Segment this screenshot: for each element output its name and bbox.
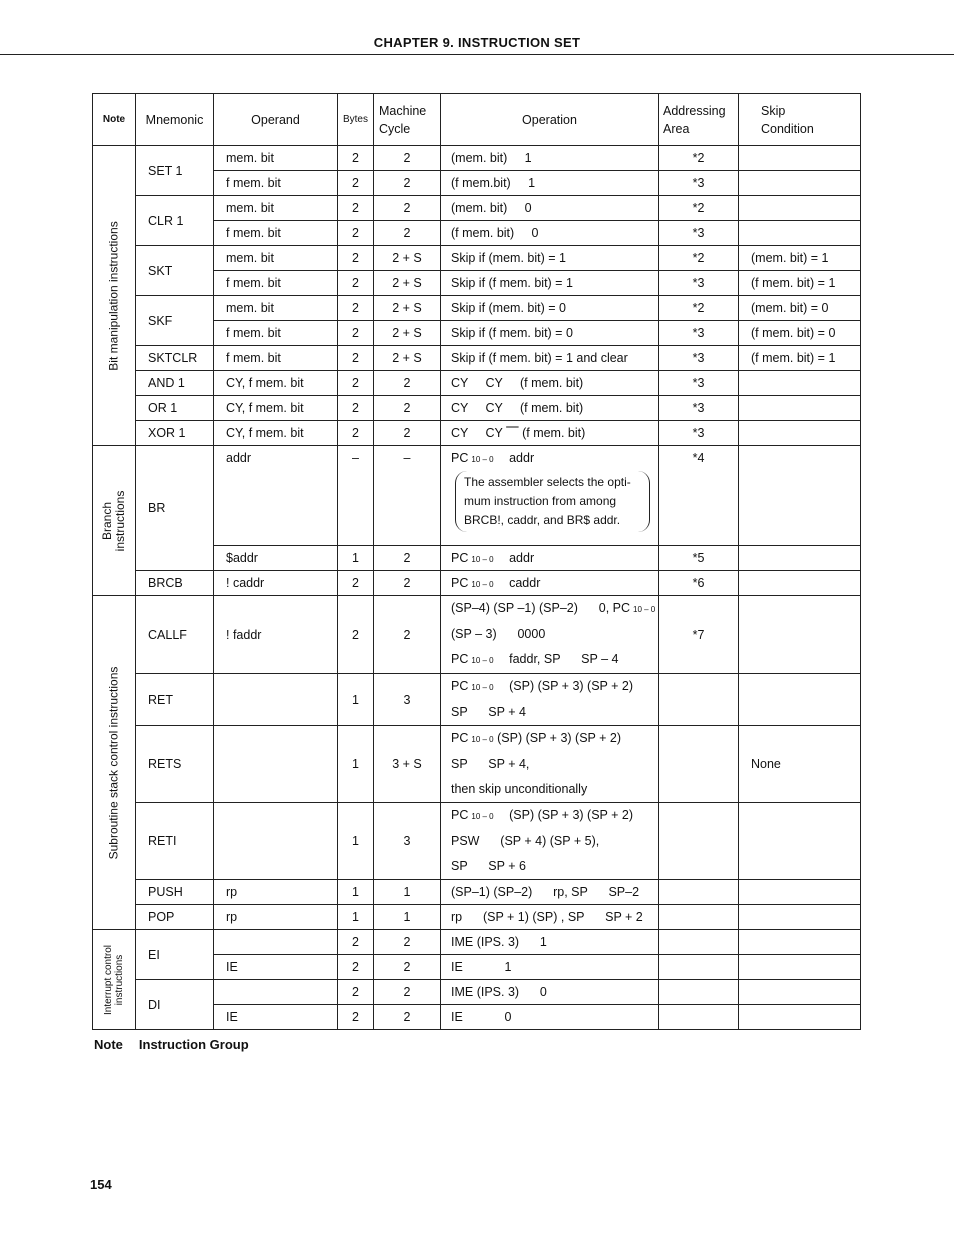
table-row	[93, 296, 861, 321]
area-cell: *2	[659, 296, 739, 321]
area-cell: *3	[659, 271, 739, 296]
cycle-cell: 2	[374, 930, 441, 955]
cycle-cell: 2	[374, 980, 441, 1005]
table-row	[93, 246, 861, 271]
mnemonic-cell: SET 1	[136, 146, 214, 196]
footnote	[94, 1037, 249, 1052]
cycle-cell: 2	[374, 396, 441, 421]
group-subroutine-stack: Subroutine stack control instructions	[93, 596, 136, 930]
header-skip-condition: Skip Condition	[739, 94, 861, 146]
operand-cell: rp	[214, 880, 338, 905]
skip-cell	[739, 446, 861, 546]
bytes-cell: 2	[338, 346, 374, 371]
table-row	[93, 905, 861, 930]
cycle-cell: 1	[374, 905, 441, 930]
operand-cell: CY, f mem. bit	[214, 371, 338, 396]
operand-cell: IE	[214, 1005, 338, 1030]
header-mnemonic: Mnemonic	[136, 94, 214, 146]
table-header-row	[93, 94, 861, 146]
operation-cell: (f mem.bit) 1	[441, 171, 659, 196]
area-cell: *3	[659, 396, 739, 421]
bytes-cell: 2	[338, 930, 374, 955]
mnemonic-cell: RETS	[136, 726, 214, 803]
cycle-cell: 3 + S	[374, 726, 441, 803]
mnemonic-cell: CALLF	[136, 596, 214, 674]
mnemonic-cell: OR 1	[136, 396, 214, 421]
mnemonic-cell: SKT	[136, 246, 214, 296]
mnemonic-cell: XOR 1	[136, 421, 214, 446]
operand-cell	[214, 803, 338, 880]
operation-cell: rp (SP + 1) (SP) , SP SP + 2	[441, 905, 659, 930]
mnemonic-cell: BRCB	[136, 571, 214, 596]
table-row	[93, 371, 861, 396]
area-cell	[659, 1005, 739, 1030]
table-row	[93, 674, 861, 726]
bytes-cell: 2	[338, 321, 374, 346]
skip-cell: None	[739, 726, 861, 803]
operation-cell: Skip if (f mem. bit) = 1	[441, 271, 659, 296]
cycle-cell: 2	[374, 546, 441, 571]
area-cell	[659, 674, 739, 726]
operand-cell: rp	[214, 905, 338, 930]
mnemonic-cell: BR	[136, 446, 214, 571]
cycle-cell: 2 + S	[374, 321, 441, 346]
cycle-cell: 2	[374, 571, 441, 596]
cycle-cell: 2	[374, 1005, 441, 1030]
operand-cell: f mem. bit	[214, 346, 338, 371]
bytes-cell: 2	[338, 196, 374, 221]
table-row	[93, 726, 861, 803]
bytes-cell: 2	[338, 1005, 374, 1030]
header-machine-cycle: Machine Cycle	[374, 94, 441, 146]
skip-cell	[739, 146, 861, 171]
operation-cell: (SP–1) (SP–2) rp, SP SP–2	[441, 880, 659, 905]
bytes-cell: 1	[338, 674, 374, 726]
table-row	[93, 396, 861, 421]
bytes-cell: 2	[338, 955, 374, 980]
operation-cell: PC 10 – 0 addr The assembler selects the opti- mum instruction from among BRCB!, caddr, and BR$ addr.	[441, 446, 659, 546]
bytes-cell: 2	[338, 421, 374, 446]
skip-cell: (f mem. bit) = 1	[739, 271, 861, 296]
operation-cell: PC 10 – 0 caddr	[441, 571, 659, 596]
area-cell: *3	[659, 421, 739, 446]
operation-cell: PC 10 – 0 (SP) (SP + 3) (SP + 2) SP SP + 4	[441, 674, 659, 726]
cycle-cell: 2 + S	[374, 346, 441, 371]
skip-cell	[739, 1005, 861, 1030]
operation-cell: CY CY ⎺ (f mem. bit)	[441, 421, 659, 446]
table-row	[93, 196, 861, 221]
operand-cell: $addr	[214, 546, 338, 571]
bytes-cell: 1	[338, 880, 374, 905]
group-branch: Branch instructions	[93, 446, 136, 596]
skip-cell	[739, 980, 861, 1005]
cycle-cell: 2	[374, 171, 441, 196]
area-cell	[659, 955, 739, 980]
operand-cell	[214, 980, 338, 1005]
skip-cell	[739, 674, 861, 726]
skip-cell: (mem. bit) = 0	[739, 296, 861, 321]
cycle-cell: 2	[374, 221, 441, 246]
area-cell: *6	[659, 571, 739, 596]
mnemonic-cell: PUSH	[136, 880, 214, 905]
skip-cell	[739, 571, 861, 596]
bytes-cell: 2	[338, 221, 374, 246]
operand-cell: addr	[214, 446, 338, 546]
operation-cell: PC 10 – 0 addr	[441, 546, 659, 571]
bytes-cell: 2	[338, 396, 374, 421]
operation-cell: Skip if (f mem. bit) = 0	[441, 321, 659, 346]
cycle-cell: 2	[374, 146, 441, 171]
footnote-text: Instruction Group	[138, 1037, 249, 1052]
skip-cell	[739, 196, 861, 221]
operation-cell: CY CY (f mem. bit)	[441, 396, 659, 421]
mnemonic-cell: DI	[136, 980, 214, 1030]
table-row	[93, 980, 861, 1005]
cycle-cell: –	[374, 446, 441, 546]
table-row	[93, 571, 861, 596]
table-row	[93, 880, 861, 905]
skip-cell	[739, 396, 861, 421]
bytes-cell: 1	[338, 905, 374, 930]
bytes-cell: 2	[338, 571, 374, 596]
area-cell: *3	[659, 221, 739, 246]
skip-cell	[739, 546, 861, 571]
skip-cell	[739, 421, 861, 446]
operand-cell: f mem. bit	[214, 221, 338, 246]
operand-cell: ! faddr	[214, 596, 338, 674]
cycle-cell: 2	[374, 596, 441, 674]
cycle-cell: 2 + S	[374, 246, 441, 271]
bytes-cell: 2	[338, 296, 374, 321]
cycle-cell: 3	[374, 803, 441, 880]
assembler-note: The assembler selects the opti- mum instruction from among BRCB!, caddr, and BR$ addr.	[455, 471, 650, 532]
cycle-cell: 2 + S	[374, 296, 441, 321]
bytes-cell: –	[338, 446, 374, 546]
operand-cell: f mem. bit	[214, 271, 338, 296]
operation-cell: (SP–4) (SP –1) (SP–2) 0, PC 10 – 0 (SP – 3) 0000 PC 10 – 0 faddr, SP SP – 4	[441, 596, 659, 674]
area-cell	[659, 905, 739, 930]
area-cell: *2	[659, 246, 739, 271]
cycle-cell: 2	[374, 371, 441, 396]
chapter-header: CHAPTER 9. INSTRUCTION SET	[373, 35, 581, 50]
bytes-cell: 2	[338, 980, 374, 1005]
area-cell: *4	[659, 446, 739, 546]
skip-cell	[739, 596, 861, 674]
operation-cell: IE 0	[441, 1005, 659, 1030]
page-number: 154	[90, 1177, 112, 1192]
footnote-label: Note	[94, 1037, 123, 1052]
table-row	[93, 146, 861, 171]
operand-cell: mem. bit	[214, 146, 338, 171]
mnemonic-cell: SKF	[136, 296, 214, 346]
operand-cell: CY, f mem. bit	[214, 396, 338, 421]
area-cell	[659, 726, 739, 803]
cycle-cell: 3	[374, 674, 441, 726]
mnemonic-cell: EI	[136, 930, 214, 980]
header-note: Note	[93, 94, 136, 146]
area-cell: *7	[659, 596, 739, 674]
operation-cell: Skip if (mem. bit) = 1	[441, 246, 659, 271]
operand-cell: IE	[214, 955, 338, 980]
mnemonic-cell: CLR 1	[136, 196, 214, 246]
area-cell	[659, 930, 739, 955]
bytes-cell: 1	[338, 726, 374, 803]
cycle-cell: 1	[374, 880, 441, 905]
operand-cell	[214, 726, 338, 803]
skip-cell: (mem. bit) = 1	[739, 246, 861, 271]
mnemonic-cell: POP	[136, 905, 214, 930]
skip-cell	[739, 371, 861, 396]
operation-cell: IME (IPS. 3) 1	[441, 930, 659, 955]
operation-cell: CY CY (f mem. bit)	[441, 371, 659, 396]
operation-cell: Skip if (f mem. bit) = 1 and clear	[441, 346, 659, 371]
header-rule	[0, 54, 954, 55]
operation-cell: (f mem. bit) 0	[441, 221, 659, 246]
skip-cell	[739, 955, 861, 980]
skip-cell	[739, 930, 861, 955]
area-cell: *5	[659, 546, 739, 571]
skip-cell	[739, 171, 861, 196]
area-cell: *3	[659, 321, 739, 346]
operation-cell: PC 10 – 0 (SP) (SP + 3) (SP + 2) PSW (SP + 4) (SP + 5), SP SP + 6	[441, 803, 659, 880]
bytes-cell: 2	[338, 596, 374, 674]
bytes-cell: 2	[338, 371, 374, 396]
header-operand: Operand	[214, 94, 338, 146]
operand-cell: ! caddr	[214, 571, 338, 596]
area-cell: *2	[659, 146, 739, 171]
operand-cell	[214, 674, 338, 726]
cycle-cell: 2	[374, 196, 441, 221]
skip-cell	[739, 221, 861, 246]
mnemonic-cell: SKTCLR	[136, 346, 214, 371]
instruction-table	[92, 93, 861, 1030]
operand-cell: CY, f mem. bit	[214, 421, 338, 446]
operation-cell: IME (IPS. 3) 0	[441, 980, 659, 1005]
mnemonic-cell: RET	[136, 674, 214, 726]
area-cell	[659, 880, 739, 905]
skip-cell	[739, 905, 861, 930]
operation-cell: Skip if (mem. bit) = 0	[441, 296, 659, 321]
cycle-cell: 2 + S	[374, 271, 441, 296]
table-row	[93, 930, 861, 955]
area-cell	[659, 980, 739, 1005]
table-row	[93, 346, 861, 371]
area-cell: *3	[659, 346, 739, 371]
skip-cell: (f mem. bit) = 0	[739, 321, 861, 346]
header-addressing-area: Addressing Area	[659, 94, 739, 146]
table-row	[93, 803, 861, 880]
cycle-cell: 2	[374, 421, 441, 446]
bytes-cell: 2	[338, 171, 374, 196]
bytes-cell: 2	[338, 271, 374, 296]
group-bit-manipulation: Bit manipulation instructions	[93, 146, 136, 446]
header-operation: Operation	[441, 94, 659, 146]
bytes-cell: 1	[338, 546, 374, 571]
skip-cell	[739, 880, 861, 905]
table-row	[93, 421, 861, 446]
area-cell: *3	[659, 371, 739, 396]
cycle-cell: 2	[374, 955, 441, 980]
operand-cell: mem. bit	[214, 296, 338, 321]
group-interrupt-control: Interrupt control instructions	[93, 930, 136, 1030]
operation-cell: (mem. bit) 1	[441, 146, 659, 171]
table-row	[93, 596, 861, 674]
skip-cell	[739, 803, 861, 880]
table-row	[93, 446, 861, 546]
mnemonic-cell: AND 1	[136, 371, 214, 396]
bytes-cell: 1	[338, 803, 374, 880]
mnemonic-cell: RETI	[136, 803, 214, 880]
operand-cell	[214, 930, 338, 955]
operation-cell: (mem. bit) 0	[441, 196, 659, 221]
header-bytes: Bytes	[338, 94, 374, 146]
operand-cell: mem. bit	[214, 246, 338, 271]
operation-cell: PC 10 – 0 (SP) (SP + 3) (SP + 2) SP SP + 4, then skip unconditionally	[441, 726, 659, 803]
operand-cell: mem. bit	[214, 196, 338, 221]
area-cell: *2	[659, 196, 739, 221]
operand-cell: f mem. bit	[214, 171, 338, 196]
area-cell: *3	[659, 171, 739, 196]
bytes-cell: 2	[338, 246, 374, 271]
operand-cell: f mem. bit	[214, 321, 338, 346]
skip-cell: (f mem. bit) = 1	[739, 346, 861, 371]
bytes-cell: 2	[338, 146, 374, 171]
operation-cell: IE 1	[441, 955, 659, 980]
area-cell	[659, 803, 739, 880]
